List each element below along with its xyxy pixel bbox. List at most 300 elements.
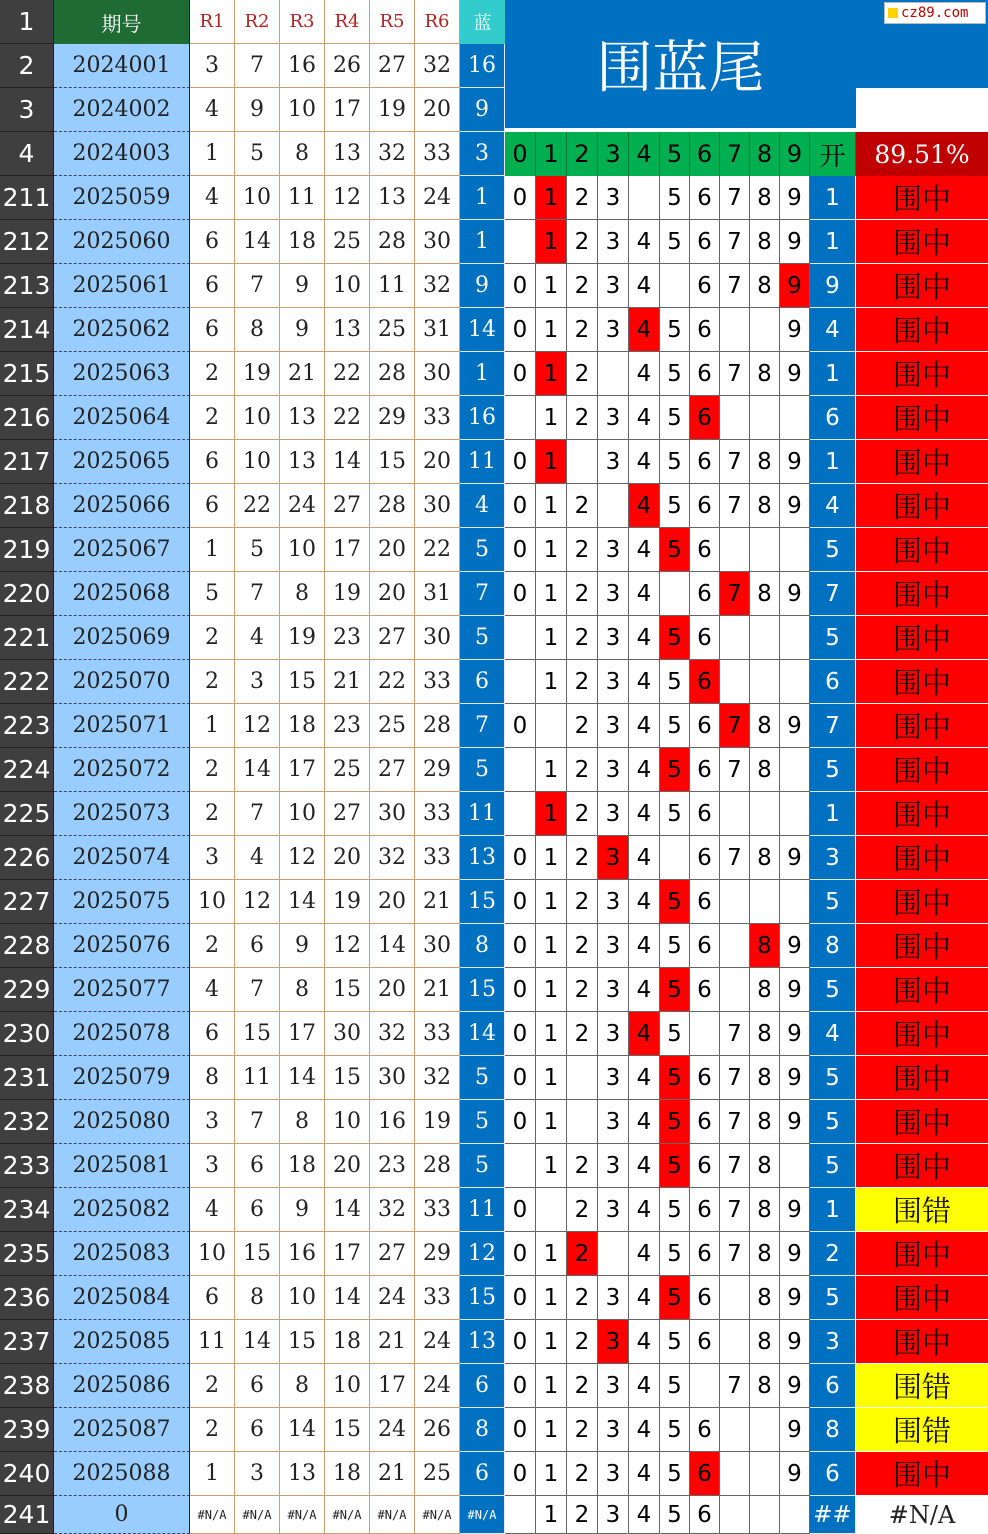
row-number[interactable]: 220 xyxy=(0,572,54,616)
digit-cell[interactable]: 4 xyxy=(629,880,660,924)
red-ball-cell[interactable]: 20 xyxy=(370,528,415,572)
digit-cell[interactable]: 6 xyxy=(690,484,720,528)
red-ball-cell[interactable]: 8 xyxy=(235,1276,280,1320)
digit-cell[interactable]: 1 xyxy=(536,1496,567,1534)
digit-cell[interactable] xyxy=(505,1144,536,1188)
period-column-header[interactable]: 期号 xyxy=(54,0,190,44)
red-ball-cell[interactable]: 10 xyxy=(235,176,280,220)
digit-cell[interactable]: 4 xyxy=(629,792,660,836)
digit-cell[interactable]: 3 xyxy=(598,704,629,748)
red-ball-cell[interactable]: 25 xyxy=(325,220,370,264)
red-ball-cell[interactable]: 29 xyxy=(415,1232,460,1276)
digit-cell[interactable]: 5 xyxy=(660,704,690,748)
result-hit-cell[interactable]: 围中 xyxy=(856,484,988,528)
digit-cell[interactable]: 2 xyxy=(567,792,598,836)
red-ball-cell[interactable]: 32 xyxy=(370,132,415,176)
digit-cell[interactable]: 9 xyxy=(780,1100,810,1144)
digit-cell[interactable]: 6 xyxy=(690,528,720,572)
red-ball-cell[interactable]: 10 xyxy=(280,88,325,132)
red-ball-cell[interactable]: 30 xyxy=(415,352,460,396)
result-hit-cell[interactable]: 围中 xyxy=(856,836,988,880)
digit-cell[interactable]: 3 xyxy=(598,176,629,220)
digit-hit-cell[interactable]: 1 xyxy=(536,220,567,264)
red-ball-cell[interactable]: 17 xyxy=(280,748,325,792)
red-ball-cell[interactable]: 24 xyxy=(280,484,325,528)
digit-cell[interactable]: 9 xyxy=(780,1012,810,1056)
digit-cell[interactable]: 2 xyxy=(567,220,598,264)
row-number[interactable]: 1 xyxy=(0,0,54,44)
blue-ball-cell[interactable]: 5 xyxy=(460,1144,505,1188)
blue-tail-cell[interactable]: 6 xyxy=(810,396,856,440)
blue-tail-cell[interactable]: 5 xyxy=(810,1100,856,1144)
digit-cell[interactable]: 4 xyxy=(629,1188,660,1232)
digit-cell[interactable]: 3 xyxy=(598,396,629,440)
digit-hit-cell[interactable]: 1 xyxy=(536,352,567,396)
digit-cell[interactable]: 7 xyxy=(720,1188,750,1232)
row-number[interactable]: 237 xyxy=(0,1320,54,1364)
red-ball-cell[interactable]: 33 xyxy=(415,132,460,176)
digit-cell[interactable] xyxy=(660,836,690,880)
digit-cell[interactable]: 2 xyxy=(567,616,598,660)
digit-cell[interactable]: 8 xyxy=(750,220,780,264)
digit-cell[interactable]: 1 xyxy=(536,528,567,572)
digit-cell[interactable]: 0 xyxy=(505,264,536,308)
blue-ball-cell[interactable]: 16 xyxy=(460,44,505,88)
red-ball-cell[interactable]: 33 xyxy=(415,660,460,704)
red-ball-cell[interactable]: 32 xyxy=(415,1056,460,1100)
digit-cell[interactable]: 4 xyxy=(629,1100,660,1144)
red-ball-cell[interactable]: 10 xyxy=(325,1364,370,1408)
red-ball-cell[interactable]: 4 xyxy=(235,836,280,880)
red-ball-cell[interactable]: 3 xyxy=(190,44,235,88)
result-hit-cell[interactable]: 围中 xyxy=(856,660,988,704)
digit-cell[interactable]: 4 xyxy=(629,572,660,616)
digit-cell[interactable]: 4 xyxy=(629,748,660,792)
blue-tail-cell[interactable]: 5 xyxy=(810,1144,856,1188)
digit-cell[interactable] xyxy=(780,880,810,924)
digit-cell[interactable]: 2 xyxy=(567,1144,598,1188)
result-cell[interactable]: #N/A xyxy=(856,1496,988,1534)
digit-cell[interactable]: 4 xyxy=(629,1144,660,1188)
blue-ball-cell[interactable]: 5 xyxy=(460,528,505,572)
red-ball-cell[interactable]: 6 xyxy=(190,484,235,528)
digit-cell[interactable]: 4 xyxy=(629,1276,660,1320)
digit-cell[interactable] xyxy=(750,792,780,836)
red-ball-cell[interactable]: 18 xyxy=(325,1320,370,1364)
red-ball-cell[interactable]: 5 xyxy=(235,528,280,572)
digit-cell[interactable] xyxy=(660,572,690,616)
digit-hit-cell[interactable]: 9 xyxy=(780,264,810,308)
digit-cell[interactable]: 1 xyxy=(536,748,567,792)
red-ball-cell[interactable]: 26 xyxy=(415,1408,460,1452)
red-ball-cell[interactable]: 17 xyxy=(325,88,370,132)
digit-hit-cell[interactable]: 8 xyxy=(750,924,780,968)
period-cell[interactable]: 2025067 xyxy=(54,528,190,572)
red-ball-cell[interactable]: 13 xyxy=(370,176,415,220)
result-hit-cell[interactable]: 围中 xyxy=(856,308,988,352)
red-ball-cell[interactable]: 24 xyxy=(415,1320,460,1364)
digit-cell[interactable]: 3 xyxy=(598,968,629,1012)
digit-cell[interactable]: 5 xyxy=(660,440,690,484)
red-ball-cell[interactable]: 22 xyxy=(325,352,370,396)
digit-cell[interactable]: 8 xyxy=(750,1144,780,1188)
red-ball-cell[interactable]: 13 xyxy=(280,396,325,440)
red-ball-cell[interactable]: #N/A xyxy=(190,1496,235,1534)
blue-tail-cell[interactable]: 5 xyxy=(810,748,856,792)
digit-cell[interactable]: 8 xyxy=(750,1012,780,1056)
digit-cell[interactable] xyxy=(536,704,567,748)
digit-cell[interactable]: 5 xyxy=(660,176,690,220)
blue-tail-cell[interactable]: 5 xyxy=(810,880,856,924)
digit-cell[interactable] xyxy=(720,660,750,704)
digit-cell[interactable]: 3 xyxy=(598,1452,629,1496)
red-ball-cell[interactable]: 31 xyxy=(415,572,460,616)
period-cell[interactable]: 2025080 xyxy=(54,1100,190,1144)
red-ball-cell[interactable]: 1 xyxy=(190,528,235,572)
red-ball-cell[interactable]: 6 xyxy=(190,220,235,264)
digit-cell[interactable]: 4 xyxy=(629,440,660,484)
digit-cell[interactable]: 8 xyxy=(750,264,780,308)
blue-ball-cell[interactable]: 13 xyxy=(460,836,505,880)
digit-cell[interactable]: 5 xyxy=(660,1452,690,1496)
red-ball-cell[interactable]: 21 xyxy=(280,352,325,396)
row-number[interactable]: 235 xyxy=(0,1232,54,1276)
red-ball-cell[interactable]: 6 xyxy=(190,440,235,484)
red-ball-cell[interactable]: 8 xyxy=(280,968,325,1012)
red-ball-cell[interactable]: 19 xyxy=(325,572,370,616)
row-number[interactable]: 211 xyxy=(0,176,54,220)
red-ball-cell[interactable]: 13 xyxy=(280,1452,325,1496)
blue-ball-cell[interactable]: 9 xyxy=(460,88,505,132)
period-cell[interactable]: 2025059 xyxy=(54,176,190,220)
digit-cell[interactable]: 4 xyxy=(629,1452,660,1496)
digit-cell[interactable]: 0 xyxy=(505,176,536,220)
digit-hit-cell[interactable]: 7 xyxy=(720,704,750,748)
red-ball-cell[interactable]: 23 xyxy=(370,1144,415,1188)
digit-cell[interactable]: 8 xyxy=(750,968,780,1012)
red-ball-cell[interactable]: 17 xyxy=(325,1232,370,1276)
red-ball-cell[interactable]: 30 xyxy=(415,616,460,660)
digit-cell[interactable]: 3 xyxy=(598,1012,629,1056)
blue-ball-cell[interactable]: 11 xyxy=(460,1188,505,1232)
blue-ball-cell[interactable]: 1 xyxy=(460,176,505,220)
digit-hit-cell[interactable]: 5 xyxy=(660,880,690,924)
blue-ball-cell[interactable]: 5 xyxy=(460,616,505,660)
digit-cell[interactable] xyxy=(567,1100,598,1144)
digit-cell[interactable]: 0 xyxy=(505,1408,536,1452)
digit-cell[interactable]: 7 xyxy=(720,264,750,308)
period-cell[interactable]: 2025063 xyxy=(54,352,190,396)
red-ball-cell[interactable]: 15 xyxy=(325,968,370,1012)
digit-cell[interactable]: 6 xyxy=(690,748,720,792)
red-ball-cell[interactable]: #N/A xyxy=(280,1496,325,1534)
blue-column-header[interactable]: 蓝 xyxy=(460,0,505,44)
digit-cell[interactable]: 7 xyxy=(720,836,750,880)
row-number[interactable]: 213 xyxy=(0,264,54,308)
red-ball-cell[interactable]: 22 xyxy=(325,396,370,440)
red-ball-cell[interactable]: 30 xyxy=(325,1012,370,1056)
row-number[interactable]: 227 xyxy=(0,880,54,924)
digit-cell[interactable]: 6 xyxy=(690,792,720,836)
digit-cell[interactable]: 1 xyxy=(536,660,567,704)
red-ball-cell[interactable]: 11 xyxy=(235,1056,280,1100)
blue-ball-cell[interactable]: 15 xyxy=(460,968,505,1012)
red-column-header[interactable]: R1 xyxy=(190,0,235,44)
digit-cell[interactable]: 5 xyxy=(660,1188,690,1232)
digit-cell[interactable]: 7 xyxy=(720,1100,750,1144)
digit-cell[interactable] xyxy=(720,1496,750,1534)
red-ball-cell[interactable]: 6 xyxy=(235,1144,280,1188)
red-ball-cell[interactable]: 11 xyxy=(280,176,325,220)
digit-cell[interactable]: 6 xyxy=(690,176,720,220)
red-ball-cell[interactable]: 20 xyxy=(325,836,370,880)
red-ball-cell[interactable]: 15 xyxy=(235,1232,280,1276)
digit-hit-cell[interactable]: 5 xyxy=(660,616,690,660)
red-ball-cell[interactable]: 20 xyxy=(370,968,415,1012)
digit-cell[interactable]: 6 xyxy=(690,264,720,308)
digit-cell[interactable]: 3 xyxy=(598,308,629,352)
result-hit-cell[interactable]: 围中 xyxy=(856,924,988,968)
digit-cell[interactable] xyxy=(720,396,750,440)
digit-cell[interactable]: 4 xyxy=(629,220,660,264)
red-ball-cell[interactable]: 13 xyxy=(325,132,370,176)
red-ball-cell[interactable]: 25 xyxy=(370,704,415,748)
digit-cell[interactable]: 4 xyxy=(629,616,660,660)
red-ball-cell[interactable]: 27 xyxy=(325,792,370,836)
red-column-header[interactable]: R5 xyxy=(370,0,415,44)
blue-tail-cell[interactable]: 9 xyxy=(810,264,856,308)
digit-cell[interactable]: 1 xyxy=(536,572,567,616)
digit-cell[interactable]: 3 xyxy=(598,1408,629,1452)
red-ball-cell[interactable]: 4 xyxy=(190,1188,235,1232)
digit-cell[interactable]: 7 xyxy=(720,748,750,792)
digit-cell[interactable]: 7 xyxy=(720,176,750,220)
red-ball-cell[interactable]: 23 xyxy=(325,616,370,660)
digit-cell[interactable]: 5 xyxy=(660,308,690,352)
period-cell[interactable]: 2024001 xyxy=(54,44,190,88)
blue-tail-cell[interactable]: 4 xyxy=(810,1012,856,1056)
digit-cell[interactable]: 1 xyxy=(536,1320,567,1364)
red-column-header[interactable]: R6 xyxy=(415,0,460,44)
digit-cell[interactable]: 6 xyxy=(690,440,720,484)
digit-cell[interactable]: 0 xyxy=(505,1056,536,1100)
period-cell[interactable]: 2025085 xyxy=(54,1320,190,1364)
red-ball-cell[interactable]: 2 xyxy=(190,1408,235,1452)
red-ball-cell[interactable]: 17 xyxy=(325,528,370,572)
digit-cell[interactable]: 9 xyxy=(780,1276,810,1320)
red-ball-cell[interactable]: 12 xyxy=(325,176,370,220)
digit-cell[interactable] xyxy=(750,880,780,924)
digit-cell[interactable]: 5 xyxy=(660,792,690,836)
digit-cell[interactable]: 0 xyxy=(505,968,536,1012)
digit-cell[interactable]: 1 xyxy=(536,1452,567,1496)
blue-ball-cell[interactable]: 7 xyxy=(460,572,505,616)
red-ball-cell[interactable]: 8 xyxy=(280,1364,325,1408)
digit-cell[interactable]: 1 xyxy=(536,616,567,660)
digit-cell[interactable]: 4 xyxy=(629,704,660,748)
digit-cell[interactable]: 7 xyxy=(720,1232,750,1276)
red-ball-cell[interactable]: 10 xyxy=(325,1100,370,1144)
digit-hit-cell[interactable]: 7 xyxy=(720,572,750,616)
digit-cell[interactable]: 8 xyxy=(750,484,780,528)
digit-cell[interactable]: 4 xyxy=(629,1056,660,1100)
red-ball-cell[interactable]: 15 xyxy=(325,1056,370,1100)
digit-cell[interactable]: 6 xyxy=(690,1320,720,1364)
digit-cell[interactable] xyxy=(750,1496,780,1534)
digit-cell[interactable]: 1 xyxy=(536,1276,567,1320)
digit-cell[interactable]: 6 xyxy=(690,1056,720,1100)
digit-cell[interactable]: 6 xyxy=(690,1232,720,1276)
blue-ball-cell[interactable]: 14 xyxy=(460,308,505,352)
row-number[interactable]: 239 xyxy=(0,1408,54,1452)
red-ball-cell[interactable]: 30 xyxy=(415,484,460,528)
digit-hit-cell[interactable]: 5 xyxy=(660,528,690,572)
red-ball-cell[interactable]: 17 xyxy=(280,1012,325,1056)
digit-cell[interactable] xyxy=(780,1144,810,1188)
red-ball-cell[interactable]: 29 xyxy=(415,748,460,792)
row-number[interactable]: 2 xyxy=(0,44,54,88)
digit-cell[interactable]: 7 xyxy=(720,352,750,396)
digit-hit-cell[interactable]: 5 xyxy=(660,968,690,1012)
digit-cell[interactable]: 0 xyxy=(505,1012,536,1056)
red-ball-cell[interactable]: 6 xyxy=(190,308,235,352)
digit-cell[interactable]: 7 xyxy=(720,1144,750,1188)
red-ball-cell[interactable]: 7 xyxy=(235,572,280,616)
row-number[interactable]: 225 xyxy=(0,792,54,836)
digit-hit-cell[interactable]: 5 xyxy=(660,748,690,792)
red-ball-cell[interactable]: 15 xyxy=(325,1408,370,1452)
red-ball-cell[interactable]: 28 xyxy=(415,704,460,748)
blue-tail-cell[interactable]: 1 xyxy=(810,1188,856,1232)
digit-cell[interactable]: 5 xyxy=(660,1320,690,1364)
blue-ball-cell[interactable]: 16 xyxy=(460,396,505,440)
digit-cell[interactable]: 4 xyxy=(629,1320,660,1364)
digit-cell[interactable]: 0 xyxy=(505,352,536,396)
digit-cell[interactable]: 0 xyxy=(505,1232,536,1276)
red-ball-cell[interactable]: 2 xyxy=(190,660,235,704)
red-ball-cell[interactable]: 2 xyxy=(190,396,235,440)
period-cell[interactable]: 2025072 xyxy=(54,748,190,792)
digit-cell[interactable] xyxy=(720,968,750,1012)
period-cell[interactable]: 2025060 xyxy=(54,220,190,264)
digit-cell[interactable] xyxy=(629,176,660,220)
red-ball-cell[interactable]: 24 xyxy=(370,1408,415,1452)
red-ball-cell[interactable]: 8 xyxy=(280,1100,325,1144)
red-ball-cell[interactable]: 10 xyxy=(235,396,280,440)
blue-ball-cell[interactable]: 12 xyxy=(460,1232,505,1276)
digit-cell[interactable]: 1 xyxy=(536,1012,567,1056)
red-ball-cell[interactable]: 19 xyxy=(370,88,415,132)
result-hit-cell[interactable]: 围中 xyxy=(856,176,988,220)
red-ball-cell[interactable]: 25 xyxy=(370,308,415,352)
digit-cell[interactable]: 6 xyxy=(690,1408,720,1452)
period-cell[interactable]: 2025077 xyxy=(54,968,190,1012)
red-ball-cell[interactable]: 20 xyxy=(325,1144,370,1188)
digit-cell[interactable] xyxy=(780,660,810,704)
red-ball-cell[interactable]: 25 xyxy=(325,748,370,792)
digit-cell[interactable] xyxy=(690,1012,720,1056)
blue-tail-cell[interactable]: 1 xyxy=(810,440,856,484)
digit-cell[interactable]: 9 xyxy=(780,1452,810,1496)
blue-tail-cell[interactable]: 3 xyxy=(810,1320,856,1364)
digit-cell[interactable]: 8 xyxy=(750,1320,780,1364)
blue-tail-cell[interactable]: 2 xyxy=(810,1232,856,1276)
blue-ball-cell[interactable]: 11 xyxy=(460,792,505,836)
period-cell[interactable]: 2025064 xyxy=(54,396,190,440)
period-cell[interactable]: 2025073 xyxy=(54,792,190,836)
red-ball-cell[interactable]: 6 xyxy=(235,1188,280,1232)
red-ball-cell[interactable]: 14 xyxy=(280,1408,325,1452)
site-logo[interactable] xyxy=(884,2,986,24)
digit-cell[interactable]: 3 xyxy=(598,440,629,484)
result-hit-cell[interactable]: 围中 xyxy=(856,440,988,484)
digit-hit-cell[interactable]: 5 xyxy=(660,1100,690,1144)
red-ball-cell[interactable]: 15 xyxy=(235,1012,280,1056)
digit-cell[interactable]: 2 xyxy=(567,1408,598,1452)
digit-hit-cell[interactable]: 5 xyxy=(660,1276,690,1320)
red-ball-cell[interactable]: 2 xyxy=(190,924,235,968)
digit-cell[interactable]: 8 xyxy=(750,440,780,484)
period-cell[interactable]: 2025082 xyxy=(54,1188,190,1232)
red-ball-cell[interactable]: 8 xyxy=(190,1056,235,1100)
digit-cell[interactable]: 7 xyxy=(720,440,750,484)
red-ball-cell[interactable]: #N/A xyxy=(325,1496,370,1534)
red-ball-cell[interactable]: 6 xyxy=(235,1408,280,1452)
blue-tail-cell[interactable]: 1 xyxy=(810,792,856,836)
digit-cell[interactable]: 0 xyxy=(505,528,536,572)
digit-cell[interactable]: 4 xyxy=(629,1408,660,1452)
red-ball-cell[interactable]: 7 xyxy=(235,44,280,88)
red-ball-cell[interactable]: 14 xyxy=(325,440,370,484)
digit-column-header[interactable]: 0 xyxy=(505,132,536,176)
blue-ball-cell[interactable]: 7 xyxy=(460,704,505,748)
digit-cell[interactable]: 9 xyxy=(780,484,810,528)
digit-cell[interactable]: 3 xyxy=(598,220,629,264)
digit-cell[interactable] xyxy=(720,1408,750,1452)
red-ball-cell[interactable]: 6 xyxy=(190,1276,235,1320)
digit-cell[interactable]: 8 xyxy=(750,1056,780,1100)
red-ball-cell[interactable]: 10 xyxy=(190,880,235,924)
period-cell[interactable]: 2025076 xyxy=(54,924,190,968)
red-ball-cell[interactable]: 26 xyxy=(325,44,370,88)
digit-cell[interactable]: 8 xyxy=(750,176,780,220)
result-hit-cell[interactable]: 围中 xyxy=(856,1320,988,1364)
digit-cell[interactable]: 8 xyxy=(750,1232,780,1276)
digit-cell[interactable]: 0 xyxy=(505,1364,536,1408)
result-hit-cell[interactable]: 围中 xyxy=(856,748,988,792)
red-ball-cell[interactable]: 21 xyxy=(325,660,370,704)
digit-cell[interactable]: 0 xyxy=(505,836,536,880)
red-ball-cell[interactable]: 18 xyxy=(325,1452,370,1496)
period-cell[interactable]: 2025088 xyxy=(54,1452,190,1496)
blue-ball-cell[interactable]: 11 xyxy=(460,440,505,484)
digit-hit-cell[interactable]: 5 xyxy=(660,1056,690,1100)
digit-cell[interactable]: 0 xyxy=(505,440,536,484)
red-ball-cell[interactable]: 10 xyxy=(235,440,280,484)
red-ball-cell[interactable]: 33 xyxy=(415,792,460,836)
digit-cell[interactable] xyxy=(780,792,810,836)
digit-cell[interactable] xyxy=(780,528,810,572)
digit-cell[interactable]: 5 xyxy=(660,220,690,264)
result-hit-cell[interactable]: 围中 xyxy=(856,1056,988,1100)
digit-cell[interactable]: 2 xyxy=(567,572,598,616)
red-ball-cell[interactable]: 10 xyxy=(280,792,325,836)
red-ball-cell[interactable]: 9 xyxy=(280,1188,325,1232)
result-hit-cell[interactable]: 围中 xyxy=(856,1144,988,1188)
period-cell[interactable]: 2025061 xyxy=(54,264,190,308)
red-ball-cell[interactable]: 1 xyxy=(190,704,235,748)
red-ball-cell[interactable]: 8 xyxy=(235,308,280,352)
